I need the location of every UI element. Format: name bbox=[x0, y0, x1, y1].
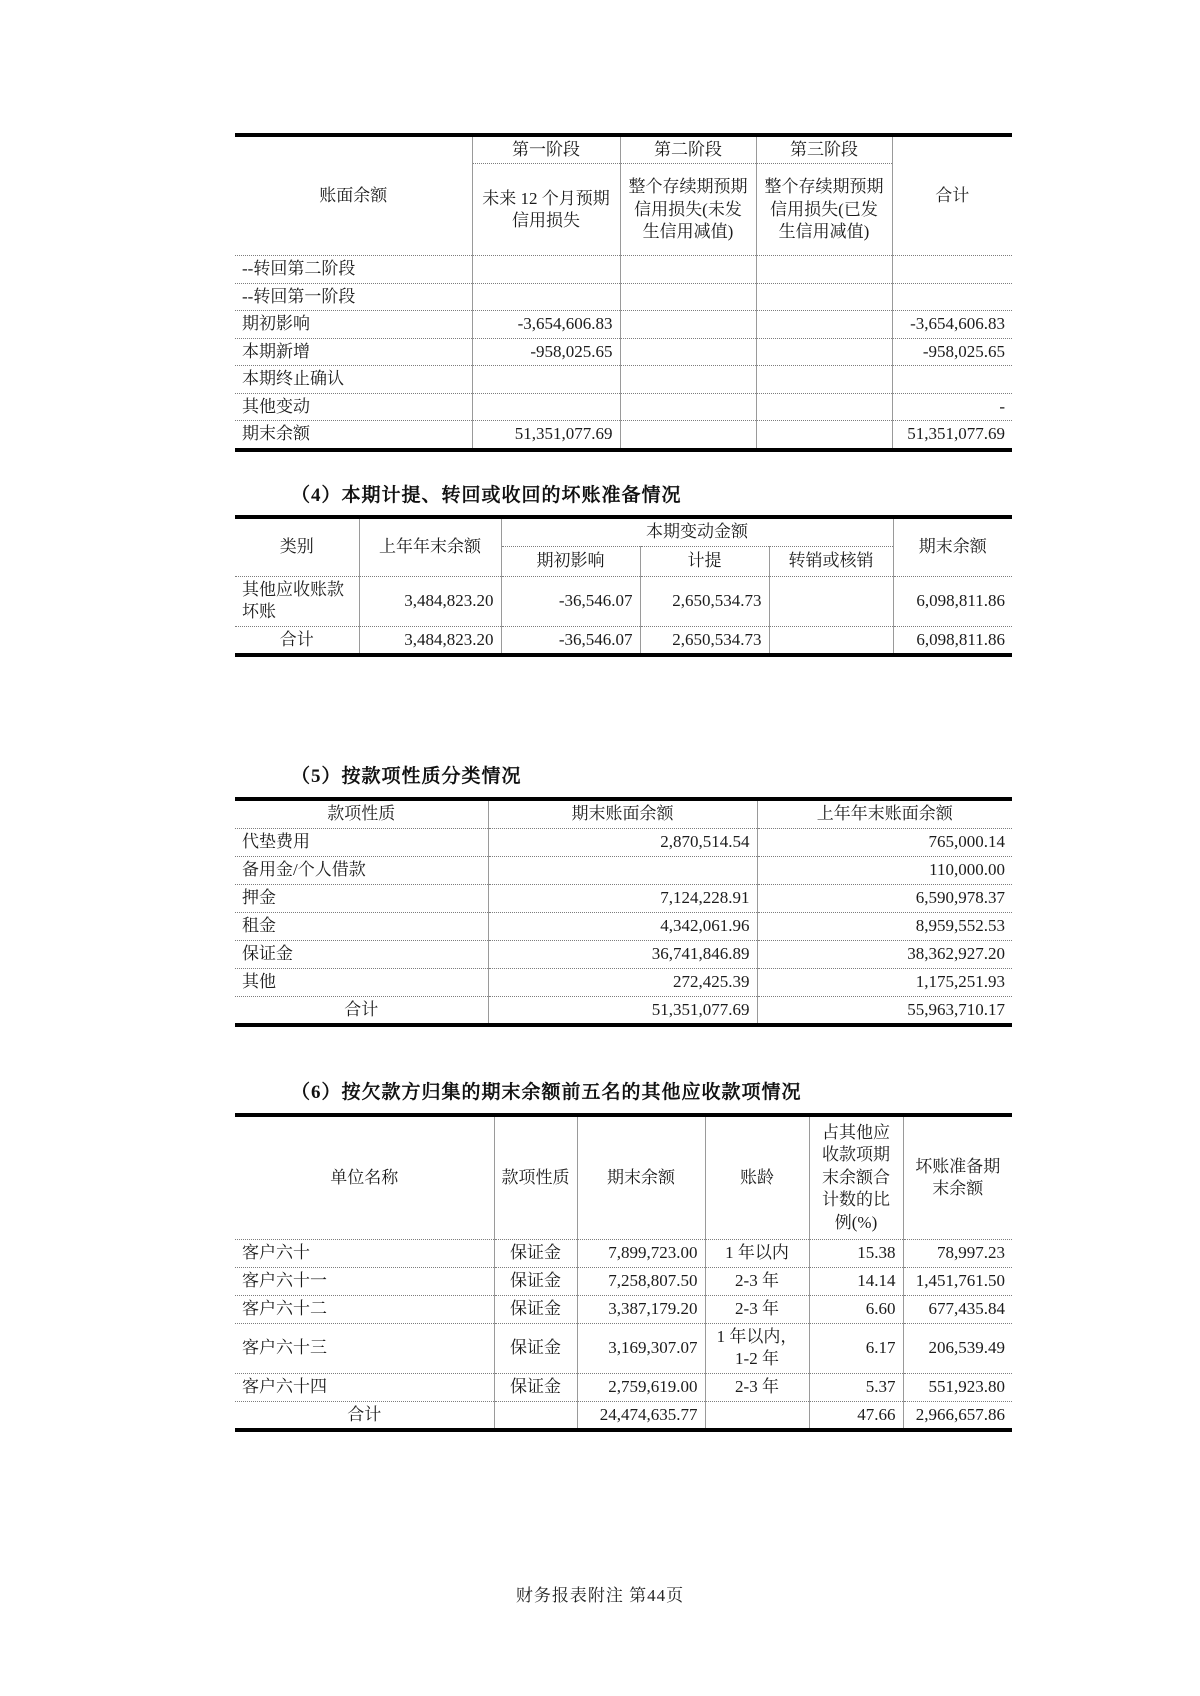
cell-provision: 2,966,657.86 bbox=[903, 1401, 1012, 1430]
cell-unit-name: 客户六十四 bbox=[235, 1373, 494, 1401]
section4-heading: （4）本期计提、转回或收回的坏账准备情况 bbox=[291, 484, 682, 506]
cell-stage2 bbox=[620, 311, 756, 338]
cell-ending: 51,351,077.69 bbox=[488, 996, 757, 1025]
header-nature: 款项性质 bbox=[494, 1115, 577, 1239]
cell-stage1 bbox=[472, 283, 620, 310]
row-label: 期末余额 bbox=[235, 421, 472, 450]
row-label: 其他应收账款坏账 bbox=[235, 577, 359, 627]
cell-ending bbox=[488, 856, 757, 884]
cell-prev: 6,590,978.37 bbox=[757, 884, 1012, 912]
header-ending-balance: 期末余额 bbox=[577, 1115, 705, 1239]
cell-prev-year: 3,484,823.20 bbox=[359, 577, 501, 627]
cell-ending: 24,474,635.77 bbox=[577, 1401, 705, 1430]
cell-unit-name: 客户六十 bbox=[235, 1239, 494, 1267]
row-label: 租金 bbox=[235, 912, 488, 940]
cell-writeoff bbox=[769, 577, 893, 627]
row-label: 合计 bbox=[235, 626, 359, 655]
header-ratio: 占其他应收款项期末余额合计数的比例(%) bbox=[809, 1115, 903, 1239]
table-row bbox=[235, 1373, 1012, 1401]
cell-stage2 bbox=[620, 366, 756, 393]
cell-unit-name: 客户六十一 bbox=[235, 1267, 494, 1295]
cell-ending: 272,425.39 bbox=[488, 968, 757, 996]
table-row bbox=[235, 856, 1012, 884]
cell-provision: 677,435.84 bbox=[903, 1295, 1012, 1323]
cell-ratio: 6.60 bbox=[809, 1295, 903, 1323]
header-ending: 期末余额 bbox=[893, 517, 1012, 577]
table-row bbox=[235, 393, 1012, 420]
cell-total bbox=[892, 283, 1012, 310]
cell-nature bbox=[494, 1401, 577, 1430]
header-stage1: 第一阶段 bbox=[472, 135, 620, 164]
cell-aging: 2-3 年 bbox=[705, 1295, 809, 1323]
cell-ending: 6,098,811.86 bbox=[893, 577, 1012, 627]
cell-stage1: 51,351,077.69 bbox=[472, 421, 620, 450]
total-row bbox=[235, 1401, 1012, 1430]
table-row bbox=[235, 940, 1012, 968]
row-label: --转回第二阶段 bbox=[235, 256, 472, 283]
cell-accrual: 2,650,534.73 bbox=[640, 577, 769, 627]
cell-stage2 bbox=[620, 393, 756, 420]
table-row bbox=[235, 311, 1012, 338]
section5-heading: （5）按款项性质分类情况 bbox=[291, 766, 522, 788]
cell-accrual: 2,650,534.73 bbox=[640, 626, 769, 655]
cell-ending: 2,870,514.54 bbox=[488, 828, 757, 856]
cell-ending: 2,759,619.00 bbox=[577, 1373, 705, 1401]
row-label: 期初影响 bbox=[235, 311, 472, 338]
row-label: 保证金 bbox=[235, 940, 488, 968]
table-row bbox=[235, 1323, 1012, 1373]
header-provision: 坏账准备期末余额 bbox=[903, 1115, 1012, 1239]
row-label: 合计 bbox=[235, 996, 488, 1025]
table-header-row bbox=[235, 517, 1012, 547]
cell-stage2 bbox=[620, 256, 756, 283]
cell-ending: 36,741,846.89 bbox=[488, 940, 757, 968]
cell-prev: 55,963,710.17 bbox=[757, 996, 1012, 1025]
cell-unit-name: 客户六十二 bbox=[235, 1295, 494, 1323]
provision-change-table bbox=[235, 515, 1012, 658]
table-row bbox=[235, 256, 1012, 283]
stage-ecl-table bbox=[235, 133, 1012, 452]
cell-provision: 78,997.23 bbox=[903, 1239, 1012, 1267]
cell-aging: 2-3 年 bbox=[705, 1267, 809, 1295]
cell-stage2 bbox=[620, 338, 756, 365]
cell-stage2 bbox=[620, 421, 756, 450]
cell-ending: 3,387,179.20 bbox=[577, 1295, 705, 1323]
table-row bbox=[235, 1295, 1012, 1323]
cell-ending: 4,342,061.96 bbox=[488, 912, 757, 940]
cell-stage3 bbox=[756, 393, 892, 420]
header-unit-name: 单位名称 bbox=[235, 1115, 494, 1239]
cell-nature: 保证金 bbox=[494, 1373, 577, 1401]
header-total: 合计 bbox=[892, 135, 1012, 256]
cell-prev: 1,175,251.93 bbox=[757, 968, 1012, 996]
table-row bbox=[235, 283, 1012, 310]
table-row bbox=[235, 577, 1012, 627]
cell-aging bbox=[705, 1401, 809, 1430]
subheader-initial-impact: 期初影响 bbox=[501, 547, 640, 577]
header-stage2: 第二阶段 bbox=[620, 135, 756, 164]
cell-ratio: 5.37 bbox=[809, 1373, 903, 1401]
cell-stage1: -958,025.65 bbox=[472, 338, 620, 365]
cell-stage3 bbox=[756, 256, 892, 283]
table-header-row bbox=[235, 799, 1012, 828]
table-row bbox=[235, 1239, 1012, 1267]
page-content bbox=[235, 133, 1012, 1432]
cell-total: 51,351,077.69 bbox=[892, 421, 1012, 450]
cell-provision: 1,451,761.50 bbox=[903, 1267, 1012, 1295]
header-stage3: 第三阶段 bbox=[756, 135, 892, 164]
cell-nature: 保证金 bbox=[494, 1267, 577, 1295]
cell-prev-year: 3,484,823.20 bbox=[359, 626, 501, 655]
cell-aging: 1 年以内 bbox=[705, 1239, 809, 1267]
cell-provision: 551,923.80 bbox=[903, 1373, 1012, 1401]
total-row bbox=[235, 626, 1012, 655]
cell-prev: 8,959,552.53 bbox=[757, 912, 1012, 940]
row-label: --转回第一阶段 bbox=[235, 283, 472, 310]
row-label: 本期新增 bbox=[235, 338, 472, 365]
table-row bbox=[235, 1267, 1012, 1295]
row-label: 备用金/个人借款 bbox=[235, 856, 488, 884]
cell-writeoff bbox=[769, 626, 893, 655]
cell-stage1 bbox=[472, 393, 620, 420]
header-carrying-amount: 账面余额 bbox=[235, 135, 472, 256]
header-nature: 款项性质 bbox=[235, 799, 488, 828]
subheader-stage1: 未来 12 个月预期信用损失 bbox=[472, 164, 620, 256]
table-row bbox=[235, 366, 1012, 393]
total-row bbox=[235, 996, 1012, 1025]
header-category: 类别 bbox=[235, 517, 359, 577]
cell-prev: 38,362,927.20 bbox=[757, 940, 1012, 968]
cell-nature: 保证金 bbox=[494, 1239, 577, 1267]
cell-nature: 保证金 bbox=[494, 1295, 577, 1323]
row-label: 代垫费用 bbox=[235, 828, 488, 856]
cell-ratio: 47.66 bbox=[809, 1401, 903, 1430]
cell-prev: 110,000.00 bbox=[757, 856, 1012, 884]
cell-ratio: 15.38 bbox=[809, 1239, 903, 1267]
row-label: 其他 bbox=[235, 968, 488, 996]
subheader-stage2: 整个存续期预期信用损失(未发生信用减值) bbox=[620, 164, 756, 256]
cell-stage1 bbox=[472, 256, 620, 283]
cell-ending: 7,899,723.00 bbox=[577, 1239, 705, 1267]
table-row bbox=[235, 968, 1012, 996]
header-aging: 账龄 bbox=[705, 1115, 809, 1239]
cell-prev: 765,000.14 bbox=[757, 828, 1012, 856]
header-prev-balance: 上年年末账面余额 bbox=[757, 799, 1012, 828]
cell-ending: 6,098,811.86 bbox=[893, 626, 1012, 655]
section6-heading: （6）按欠款方归集的期末余额前五名的其他应收款项情况 bbox=[291, 1082, 802, 1104]
cell-stage3 bbox=[756, 366, 892, 393]
table-row bbox=[235, 912, 1012, 940]
table-row bbox=[235, 828, 1012, 856]
cell-ratio: 6.17 bbox=[809, 1323, 903, 1373]
cell-stage2 bbox=[620, 283, 756, 310]
table-row bbox=[235, 338, 1012, 365]
cell-stage3 bbox=[756, 421, 892, 450]
subheader-stage3: 整个存续期预期信用损失(已发生信用减值) bbox=[756, 164, 892, 256]
cell-ratio: 14.14 bbox=[809, 1267, 903, 1295]
cell-initial-impact: -36,546.07 bbox=[501, 577, 640, 627]
cell-total: -3,654,606.83 bbox=[892, 311, 1012, 338]
cell-unit-name: 客户六十三 bbox=[235, 1323, 494, 1373]
cell-ending: 3,169,307.07 bbox=[577, 1323, 705, 1373]
cell-stage3 bbox=[756, 283, 892, 310]
header-prev-year: 上年年末余额 bbox=[359, 517, 501, 577]
cell-stage3 bbox=[756, 311, 892, 338]
table-header-row bbox=[235, 1115, 1012, 1239]
cell-total: -958,025.65 bbox=[892, 338, 1012, 365]
cell-stage1: -3,654,606.83 bbox=[472, 311, 620, 338]
cell-aging: 2-3 年 bbox=[705, 1373, 809, 1401]
nature-classification-table bbox=[235, 797, 1012, 1027]
table-row bbox=[235, 421, 1012, 450]
subheader-accrual: 计提 bbox=[640, 547, 769, 577]
cell-unit-name: 合计 bbox=[235, 1401, 494, 1430]
top-five-debtors-table bbox=[235, 1113, 1012, 1432]
page-footer: 财务报表附注 第44页 bbox=[515, 1586, 685, 1605]
cell-total bbox=[892, 256, 1012, 283]
cell-ending: 7,258,807.50 bbox=[577, 1267, 705, 1295]
cell-aging: 1 年以内，1-2 年 bbox=[705, 1323, 809, 1373]
row-label: 其他变动 bbox=[235, 393, 472, 420]
table-row bbox=[235, 884, 1012, 912]
cell-nature: 保证金 bbox=[494, 1323, 577, 1373]
subheader-writeoff: 转销或核销 bbox=[769, 547, 893, 577]
cell-total bbox=[892, 366, 1012, 393]
cell-stage3 bbox=[756, 338, 892, 365]
row-label: 本期终止确认 bbox=[235, 366, 472, 393]
header-change-group: 本期变动金额 bbox=[501, 517, 893, 547]
cell-total: - bbox=[892, 393, 1012, 420]
row-label: 押金 bbox=[235, 884, 488, 912]
cell-provision: 206,539.49 bbox=[903, 1323, 1012, 1373]
table-header-row bbox=[235, 135, 1012, 164]
cell-stage1 bbox=[472, 366, 620, 393]
cell-ending: 7,124,228.91 bbox=[488, 884, 757, 912]
cell-initial-impact: -36,546.07 bbox=[501, 626, 640, 655]
header-ending-balance: 期末账面余额 bbox=[488, 799, 757, 828]
